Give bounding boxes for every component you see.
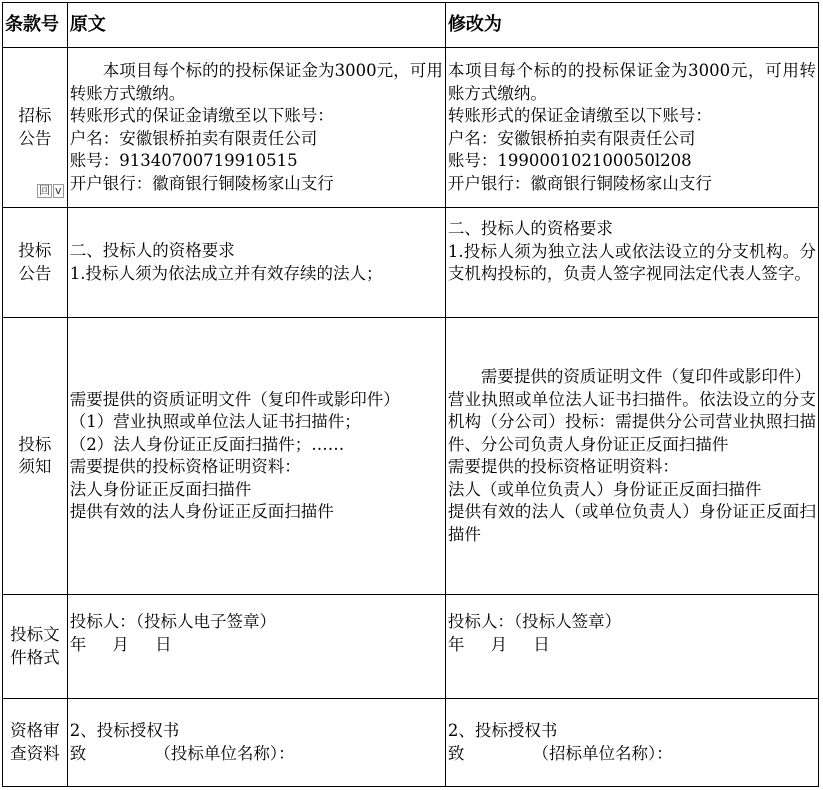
clause-line: 公告 xyxy=(18,263,52,283)
text-line: 法人（或单位负责人）身份证正反面扫描件 xyxy=(447,479,762,499)
text-line: 二、投标人的资格要求 xyxy=(447,219,613,238)
text-line: 二、投标人的资格要求 xyxy=(69,241,235,260)
text-line: 致 （招标单位名称）： xyxy=(447,743,673,763)
clause-line: 投标文 xyxy=(10,625,60,644)
text-line: 年 月 日 xyxy=(447,634,550,654)
table-handle-icon[interactable]: 回 v xyxy=(39,184,62,197)
clause-line: 投标 xyxy=(18,241,52,260)
text-line: 投标人：（投标人电子签章） xyxy=(69,612,276,631)
original-cell xyxy=(67,208,445,318)
text-line: 需要提供的投标资格证明资料： xyxy=(69,457,301,476)
text-line: （2）法人身份证正反面扫描件；…… xyxy=(69,434,345,454)
clause-line: 公告 xyxy=(18,128,52,148)
text-line: 1.投标人须为独立法人或依法设立的分支机构。分支机构投标的，负责人签字视同法定代表人签字。 xyxy=(447,241,816,283)
text-line: 2、投标授权书 xyxy=(447,721,558,740)
table-row xyxy=(3,48,819,208)
revised-cell xyxy=(445,208,818,318)
text-line: 本项目每个标的的投标保证金为3000元，可用转账方式缴纳。 xyxy=(69,61,443,103)
original-cell xyxy=(67,318,445,595)
text-line: 投标人：（投标人签章） xyxy=(447,612,622,631)
revised-cell xyxy=(445,699,818,787)
header-revised: 修改为 xyxy=(445,3,818,48)
table-row xyxy=(3,699,819,787)
text-line: 户名：安徽银桥拍卖有限责任公司 xyxy=(69,128,318,148)
header-clause: 条款号 xyxy=(3,3,68,48)
text-line: 提供有效的法人身份证正反面扫描件 xyxy=(69,502,334,521)
clause-cell xyxy=(3,699,68,787)
text-line: 营业执照或单位法人证书扫描件。依法设立的分支机构（分公司）投标：需提供分公司营业执照扫描件、分公司负责人身份证正反面扫描件 xyxy=(447,389,816,454)
header-row xyxy=(3,3,819,48)
text-line: 需要提供的资质证明文件（复印件或影印件） xyxy=(480,367,811,386)
revised-cell xyxy=(445,595,818,699)
table-row xyxy=(3,595,819,699)
header-original: 原文 xyxy=(67,3,445,48)
original-cell xyxy=(67,48,445,208)
table-row xyxy=(3,318,819,595)
text-line: 账号：199000102100050l208 xyxy=(447,151,692,170)
clause-cell xyxy=(3,48,68,208)
text-line: 本项目每个标的的投标保证金为3000元，可用转账方式缴纳。 xyxy=(447,61,816,103)
clause-line: 资格审 xyxy=(10,721,60,740)
revision-table xyxy=(2,2,819,787)
clause-cell xyxy=(3,208,68,318)
text-line: 1.投标人须为依法成立并有效存续的法人； xyxy=(69,263,383,283)
text-line: 开户银行：徽商银行铜陵杨家山支行 xyxy=(69,173,334,193)
text-line: 致 （投标单位名称）： xyxy=(69,743,295,763)
clause-line: 件格式 xyxy=(10,647,60,667)
text-line: （1）营业执照或单位法人证书扫描件； xyxy=(69,412,361,431)
revised-cell xyxy=(445,318,818,595)
text-line: 转账形式的保证金请缴至以下账号： xyxy=(69,106,334,125)
text-line: 需要提供的投标资格证明资料： xyxy=(447,457,679,476)
text-line: 转账形式的保证金请缴至以下账号： xyxy=(447,106,712,125)
clause-cell xyxy=(3,595,68,699)
text-line: 需要提供的资质证明文件（复印件或影印件） xyxy=(69,389,400,409)
clause-cell xyxy=(3,318,68,595)
clause-line: 招标 xyxy=(18,106,52,125)
clause-line: 查资料 xyxy=(10,743,60,763)
clause-line: 投标 xyxy=(18,434,52,454)
clause-line: 须知 xyxy=(18,457,52,476)
text-line: 2、投标授权书 xyxy=(69,721,180,740)
text-line: 年 月 日 xyxy=(69,634,172,654)
original-cell xyxy=(67,595,445,699)
text-line: 户名：安徽银桥拍卖有限责任公司 xyxy=(447,128,696,148)
text-line: 开户银行：徽商银行铜陵杨家山支行 xyxy=(447,173,712,193)
original-cell xyxy=(67,699,445,787)
table-row xyxy=(3,208,819,318)
text-line: 法人身份证正反面扫描件 xyxy=(69,479,252,499)
text-line: 提供有效的法人（或单位负责人）身份证正反面扫描件 xyxy=(447,502,816,544)
text-line: 账号：91340700719910515 xyxy=(69,151,298,170)
revised-cell xyxy=(445,48,818,208)
